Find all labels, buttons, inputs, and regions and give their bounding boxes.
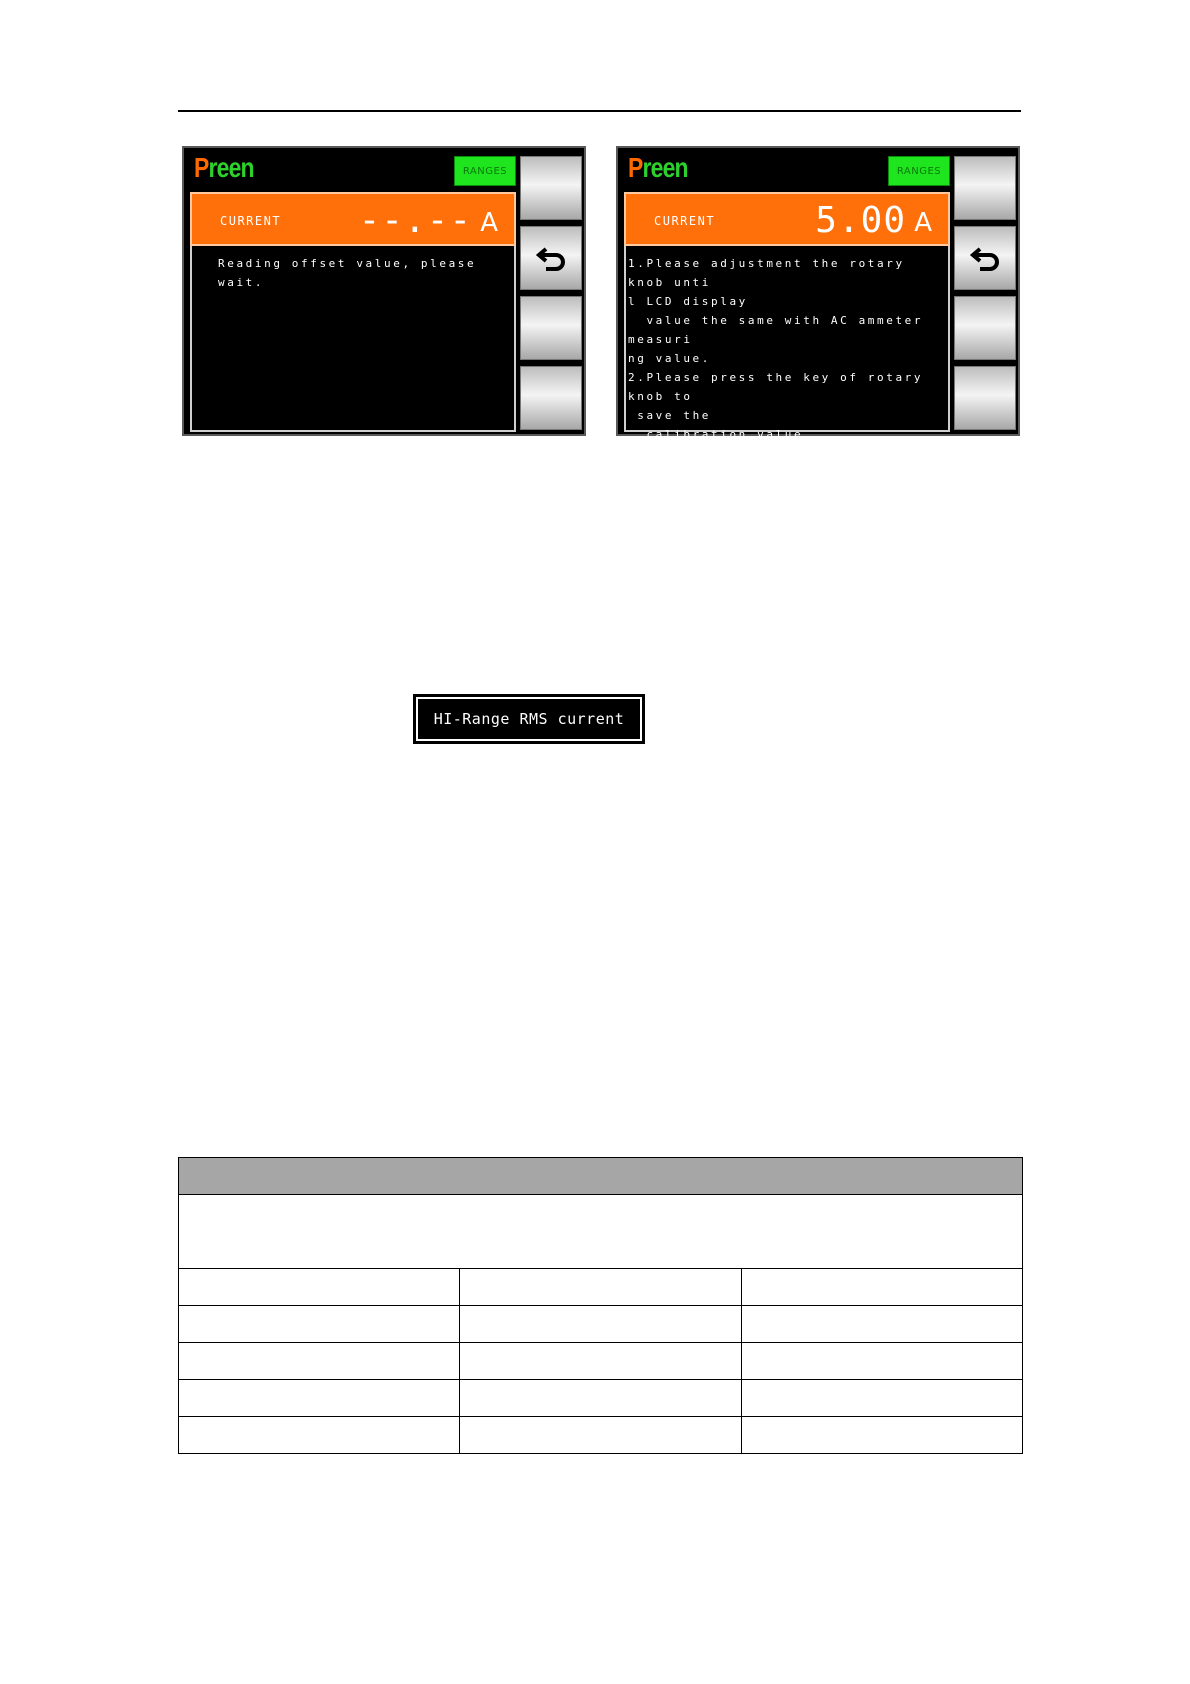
table-cell	[179, 1269, 460, 1306]
lcd-screen-offset	[182, 146, 586, 436]
current-readout	[190, 192, 516, 246]
readout-value: 5.00	[815, 200, 906, 241]
back-arrow-icon	[970, 245, 1002, 271]
readout-label: CURRENT	[220, 214, 282, 228]
soft-key-3[interactable]	[520, 296, 582, 360]
spec-table	[178, 1157, 1023, 1454]
table-row	[179, 1269, 1023, 1306]
soft-key-4[interactable]	[954, 366, 1016, 430]
table-cell	[460, 1306, 741, 1343]
table-merged-cell	[179, 1195, 1023, 1269]
soft-key-1[interactable]	[954, 156, 1016, 220]
hi-range-label: HI-Range RMS current	[433, 710, 625, 728]
soft-key-3[interactable]	[954, 296, 1016, 360]
table-cell	[741, 1417, 1022, 1454]
table-header-cell	[179, 1158, 1023, 1195]
table-cell	[179, 1343, 460, 1380]
table-cell	[460, 1380, 741, 1417]
table-row	[179, 1417, 1023, 1454]
header-rule	[178, 110, 1021, 112]
table-cell	[460, 1343, 741, 1380]
table-cell	[741, 1306, 1022, 1343]
table-cell	[179, 1417, 460, 1454]
message-panel	[190, 246, 516, 432]
back-button[interactable]	[954, 226, 1016, 290]
table-cell	[460, 1417, 741, 1454]
ranges-button[interactable]: RANGES	[888, 156, 950, 186]
readout-label: CURRENT	[654, 214, 716, 228]
message-panel	[624, 246, 950, 441]
current-readout	[624, 192, 950, 246]
message-text: 1.Please adjustment the rotary knob unti l LCD display value the same with AC ammeter measuri ng value. 2.Please press the key of rotary knob to save the calibration value.	[628, 257, 924, 441]
table-cell	[741, 1380, 1022, 1417]
back-arrow-icon	[536, 245, 568, 271]
readout-unit: A	[480, 208, 498, 238]
message-text: Reading offset value, please wait.	[218, 257, 486, 289]
table-cell	[741, 1269, 1022, 1306]
table-merged-row	[179, 1195, 1023, 1269]
table-row	[179, 1380, 1023, 1417]
brand-logo: Preen	[194, 152, 254, 183]
soft-key-1[interactable]	[520, 156, 582, 220]
table-cell	[460, 1269, 741, 1306]
soft-key-4[interactable]	[520, 366, 582, 430]
table-row	[179, 1343, 1023, 1380]
readout-value: --.--	[358, 200, 472, 241]
table-cell	[179, 1306, 460, 1343]
hi-range-rms-current-button[interactable]	[413, 694, 645, 744]
readout-unit: A	[914, 208, 932, 238]
table-cell	[179, 1380, 460, 1417]
table-row	[179, 1306, 1023, 1343]
brand-logo: Preen	[628, 152, 688, 183]
table-header-row	[179, 1158, 1023, 1195]
ranges-button[interactable]: RANGES	[454, 156, 516, 186]
lcd-screen-calibration	[616, 146, 1020, 441]
back-button[interactable]	[520, 226, 582, 290]
table-cell	[741, 1343, 1022, 1380]
